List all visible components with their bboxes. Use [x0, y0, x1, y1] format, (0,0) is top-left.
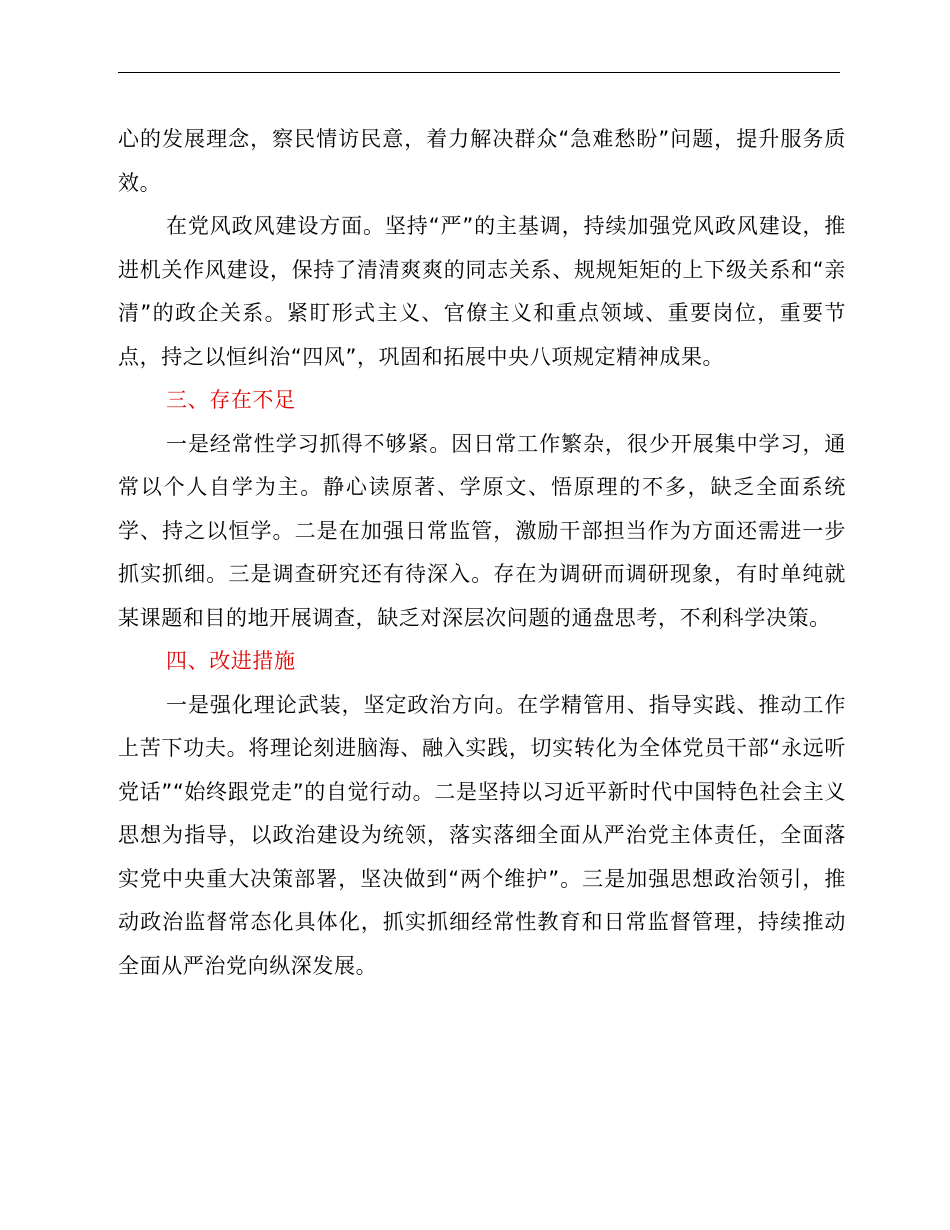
paragraph-shortcomings: 一是经常性学习抓得不够紧。因日常工作繁杂，很少开展集中学习，通常以个人自学为主。静心读原著、学原文、悟原理的不多，缺乏全面系统学、持之以恒学。二是在加强日常监管，激励干部担当作为方面还需进一步抓实抓细。三是调查研究还有待深入。存在为调研而调研现象，有时单纯就某课题和目的地开展调查，缺乏对深层次问题的通盘思考，不利科学决策。 [118, 431, 846, 630]
paragraph-party-style: 在党风政风建设方面。坚持“严”的主基调，持续加强党风政风建设，推进机关作风建设，保持了清清爽爽的同志关系、规规矩矩的上下级关系和“亲清”的政企关系。紧盯形式主义、官僚主义和重点领域、重要岗位，重要节点，持之以恒纠治“四风”，巩固和拓展中央八项规定精神成果。 [118, 214, 846, 369]
section-heading-improvements: 四、改进措施 [166, 649, 296, 673]
header-rule [118, 72, 840, 73]
paragraph-improvements: 一是强化理论武装，坚定政治方向。在学精管用、指导实践、推动工作上苦下功夫。将理论刻进脑海、融入实践，切实转化为全体党员干部“永远听党话”“始终跟党走”的自觉行动。二是坚持以习近平新时代中国特色社会主义思想为指导，以政治建设为统领，落实落细全面从严治党主体责任，全面落实党中央重大决策部署，坚决做到“两个维护”。三是加强思想政治领引，推动政治监督常态化具体化，抓实抓细经常性教育和日常监督管理，持续推动全面从严治党向纵深发展。 [118, 692, 846, 978]
paragraph-continued: 心的发展理念，察民情访民意，着力解决群众“急难愁盼”问题，提升服务质效。 [118, 127, 846, 195]
document-body [118, 118, 846, 988]
section-heading-shortcomings: 三、存在不足 [166, 388, 296, 412]
